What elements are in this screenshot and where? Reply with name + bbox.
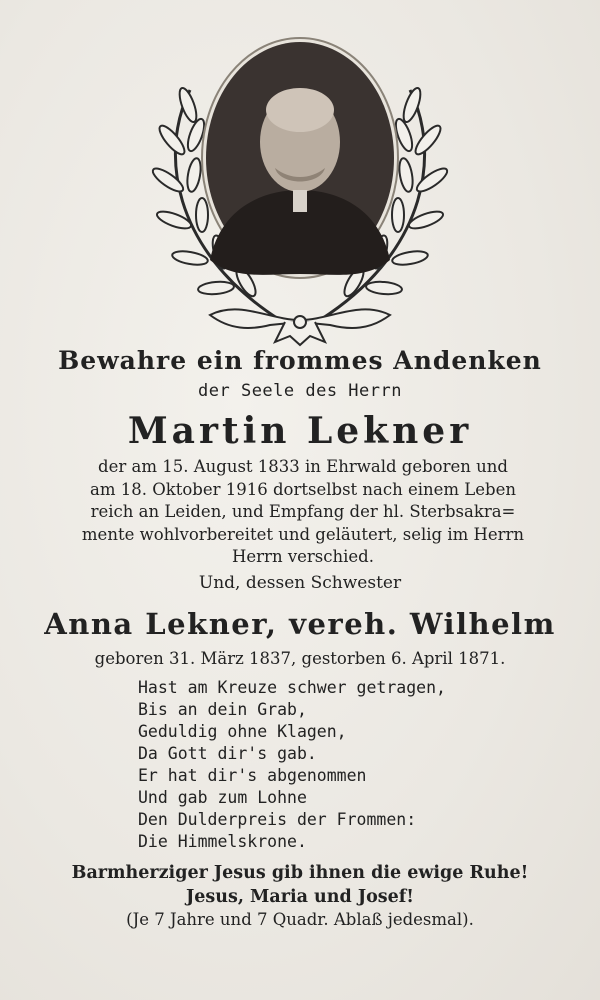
poem-line: Bis an dein Grab,	[138, 700, 307, 719]
poem	[138, 677, 446, 853]
text-line: der am 15. August 1833 in Ehrwald geboren und	[98, 457, 508, 476]
text-line: mente wohlvorbereitet und geläutert, selig im Herrn	[81, 524, 525, 544]
poem-line: Die Himmelskrone.	[138, 832, 307, 851]
poem-line: Geduldig ohne Klagen,	[138, 722, 347, 741]
deceased1-name: Martin Lekner	[127, 410, 473, 452]
laurel-wreath-icon	[150, 30, 450, 350]
text-line: Herrn verschied.	[232, 547, 374, 566]
indulgence-line: (Je 7 Jahre und 7 Quadr. Ablaß jedesmal).	[126, 910, 474, 929]
subheader-line: der Seele des Herrn	[198, 381, 402, 401]
deceased1-text	[58, 456, 548, 569]
prayer-line: Barmherziger Jesus gib ihnen die ewige Ruhe!	[71, 863, 529, 883]
text-line: am 18. Oktober 1916 dortselbst nach einem Leben	[89, 479, 516, 499]
conjunction-line: Und, dessen Schwester	[198, 573, 402, 593]
poem-line: Er hat dir's abgenommen	[138, 766, 367, 785]
header-line: Bewahre ein frommes Andenken	[58, 346, 542, 375]
deceased2-dates: geboren 31. März 1837, gestorben 6. April 1871.	[94, 649, 506, 668]
poem-line: Und gab zum Lohne	[138, 788, 307, 807]
deceased2-name: Anna Lekner, vereh. Wilhelm	[44, 607, 556, 641]
poem-line: Da Gott dir's gab.	[138, 744, 317, 763]
poem-line: Den Dulderpreis der Frommen:	[138, 810, 417, 829]
invocation-line: Jesus, Maria und Josef!	[186, 887, 414, 907]
text-line: reich an Leiden, und Empfang der hl. Sterbsakra=	[90, 502, 516, 521]
poem-line: Hast am Kreuze schwer getragen,	[138, 678, 446, 697]
portrait-with-wreath	[150, 30, 450, 350]
